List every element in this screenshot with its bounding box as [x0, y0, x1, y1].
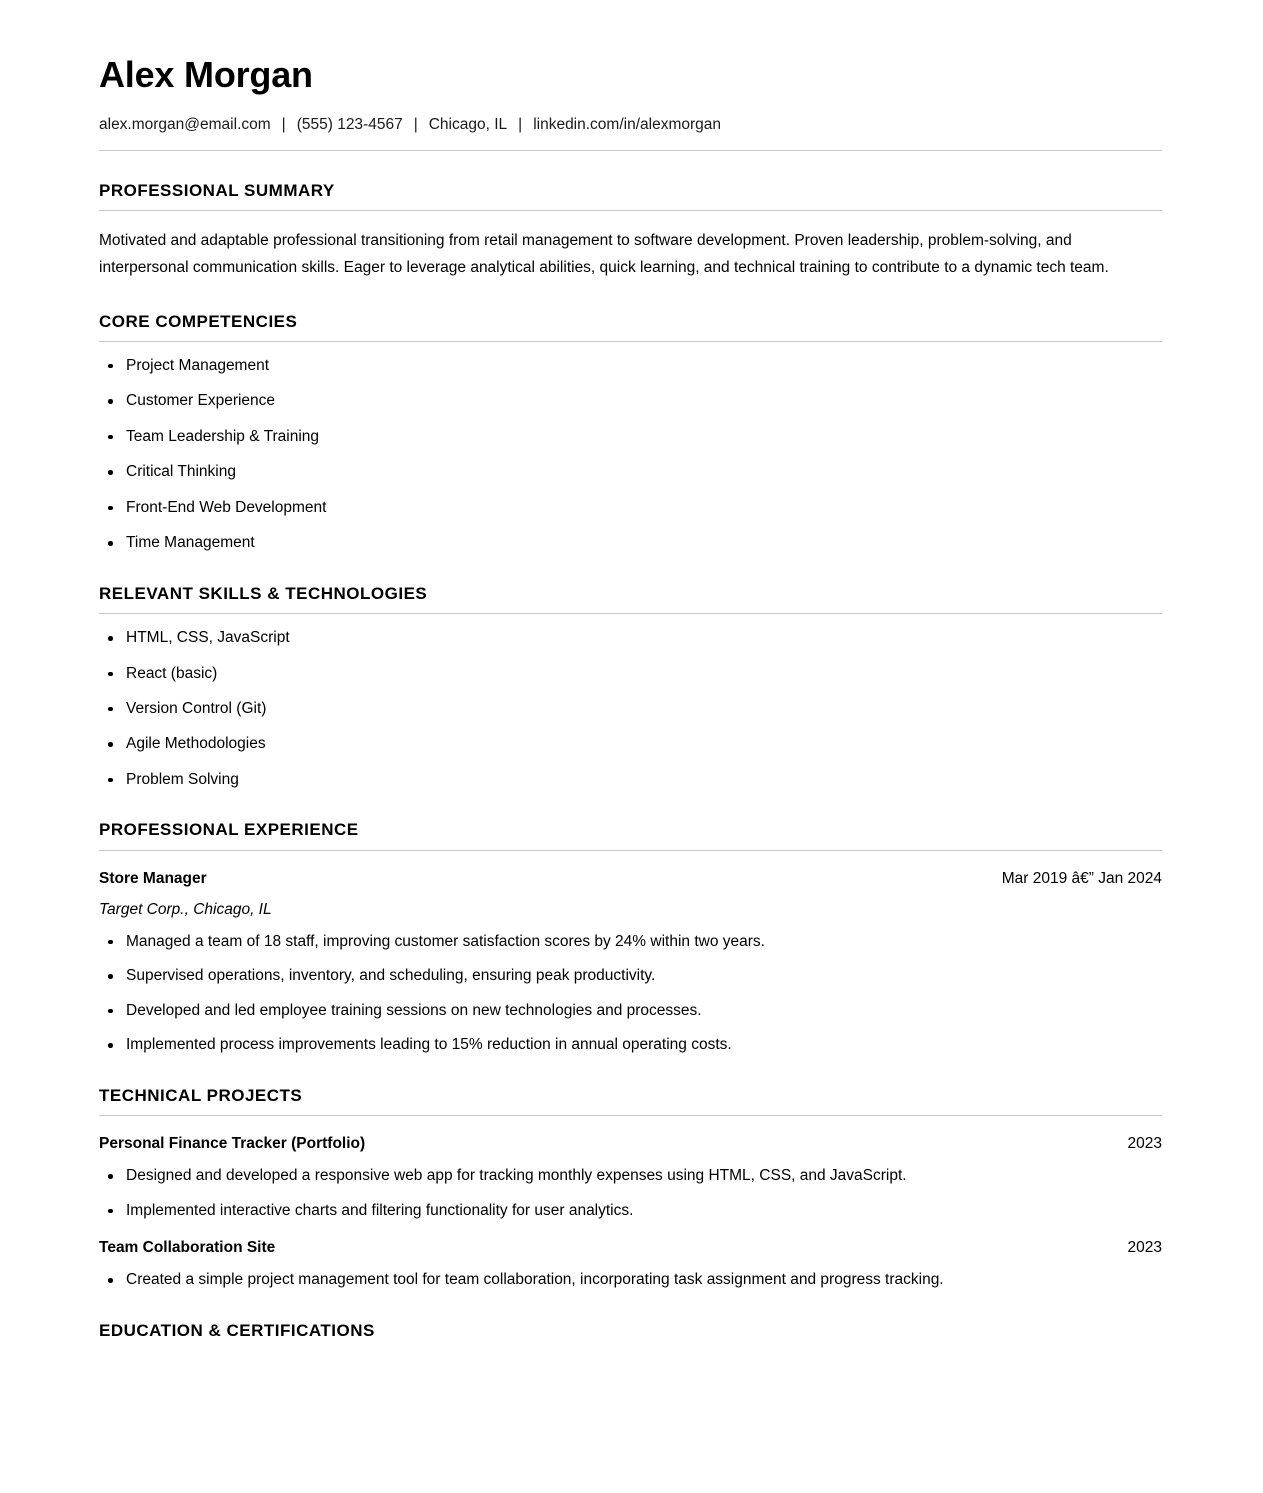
list-item — [99, 1001, 1162, 1021]
contact-line — [99, 113, 1162, 136]
contact-linkedin[interactable]: linkedin.com/in/alexmorgan — [533, 115, 722, 133]
list-item-label: Problem Solving — [126, 770, 239, 788]
list-item-label: Agile Methodologies — [126, 735, 266, 753]
list-item — [99, 966, 1162, 986]
project-entry-header — [99, 1238, 1162, 1258]
list-item — [99, 1201, 1162, 1221]
list-item-label: Time Management — [126, 534, 255, 552]
experience-entry — [99, 869, 1162, 1056]
contact-separator: | — [413, 115, 418, 133]
experience-entry-header — [99, 869, 1162, 889]
list-item — [99, 664, 1162, 684]
list-item-label: HTML, CSS, JavaScript — [126, 629, 290, 647]
list-item-label: Project Management — [126, 356, 270, 374]
competencies-list — [99, 356, 1162, 554]
list-item-label: Front-End Web Development — [126, 498, 327, 516]
project-entry-header — [99, 1134, 1162, 1154]
list-item — [99, 699, 1162, 719]
section-title-education: EDUCATION & CERTIFICATIONS — [99, 1320, 375, 1340]
section-relevant-skills — [99, 584, 1162, 791]
section-title-experience: PROFESSIONAL EXPERIENCE — [99, 820, 359, 840]
candidate-name: Alex Morgan — [99, 54, 313, 95]
list-item-label: Version Control (Git) — [126, 699, 267, 717]
list-item-label: Implemented process improvements leading to 15% reduction in annual operating costs. — [126, 1036, 732, 1054]
contact-email[interactable]: alex.morgan@email.com — [99, 115, 271, 133]
header-divider — [99, 150, 1162, 151]
contact-location: Chicago, IL — [428, 115, 508, 133]
section-divider — [99, 613, 1162, 614]
list-item — [99, 1270, 1162, 1290]
skills-list — [99, 628, 1162, 790]
list-item-label: Supervised operations, inventory, and scheduling, ensuring peak productivity. — [126, 967, 656, 985]
section-title-competencies: CORE COMPETENCIES — [99, 311, 298, 331]
list-item — [99, 1035, 1162, 1055]
list-item — [99, 628, 1162, 648]
contact-phone[interactable]: (555) 123-4567 — [296, 115, 403, 133]
list-item-label: React (basic) — [126, 664, 218, 682]
summary-text: Motivated and adaptable professional transitioning from retail management to software development. Proven leadership, problem-solving, and interpersonal communication skills. Eager to leverage analytical abilities, quick learning, and technical training to contribute to a dynamic tech team. — [99, 232, 1109, 276]
project-bullets — [99, 1166, 1162, 1221]
employer-and-location: Target Corp., Chicago, IL — [99, 900, 272, 918]
section-title-skills: RELEVANT SKILLS & TECHNOLOGIES — [99, 583, 428, 603]
section-divider — [99, 341, 1162, 342]
list-item-label: Customer Experience — [126, 392, 276, 410]
project-year: 2023 — [1127, 1135, 1162, 1153]
list-item-label: Critical Thinking — [126, 463, 236, 481]
section-core-competencies — [99, 312, 1162, 554]
list-item — [99, 427, 1162, 447]
section-title-summary: PROFESSIONAL SUMMARY — [99, 180, 335, 200]
list-item-label: Managed a team of 18 staff, improving customer satisfaction scores by 24% within two years. — [126, 932, 765, 950]
section-education-certifications — [99, 1321, 1162, 1341]
project-entry — [99, 1134, 1162, 1221]
project-title: Personal Finance Tracker (Portfolio) — [99, 1135, 366, 1153]
project-year: 2023 — [1127, 1239, 1162, 1257]
list-item-label: Designed and developed a responsive web app for tracking monthly expenses using HTML, CSS, and JavaScript. — [126, 1167, 907, 1185]
list-item-label: Implemented interactive charts and filtering functionality for user analytics. — [126, 1201, 634, 1219]
list-item-label: Developed and led employee training sessions on new technologies and processes. — [126, 1001, 702, 1019]
project-title: Team Collaboration Site — [99, 1239, 276, 1257]
list-item — [99, 391, 1162, 411]
list-item-label: Created a simple project management tool for team collaboration, incorporating task assignment and progress tracking. — [126, 1271, 944, 1289]
list-item — [99, 498, 1162, 518]
section-divider — [99, 1115, 1162, 1116]
job-title: Store Manager — [99, 869, 207, 887]
contact-separator: | — [281, 115, 286, 133]
section-professional-summary — [99, 181, 1162, 282]
resume-header — [99, 55, 1162, 151]
section-title-projects: TECHNICAL PROJECTS — [99, 1085, 303, 1105]
project-entry — [99, 1238, 1162, 1291]
list-item — [99, 1166, 1162, 1186]
list-item — [99, 462, 1162, 482]
section-technical-projects — [99, 1086, 1162, 1291]
section-divider — [99, 210, 1162, 211]
list-item — [99, 356, 1162, 376]
section-divider — [99, 850, 1162, 851]
list-item — [99, 770, 1162, 790]
list-item-label: Team Leadership & Training — [126, 427, 320, 445]
contact-separator: | — [518, 115, 523, 133]
list-item — [99, 932, 1162, 952]
list-item — [99, 533, 1162, 553]
project-bullets — [99, 1270, 1162, 1290]
job-date-range: Mar 2019 â€” Jan 2024 — [1001, 869, 1162, 887]
list-item — [99, 734, 1162, 754]
section-professional-experience — [99, 820, 1162, 1055]
experience-bullets — [99, 932, 1162, 1056]
